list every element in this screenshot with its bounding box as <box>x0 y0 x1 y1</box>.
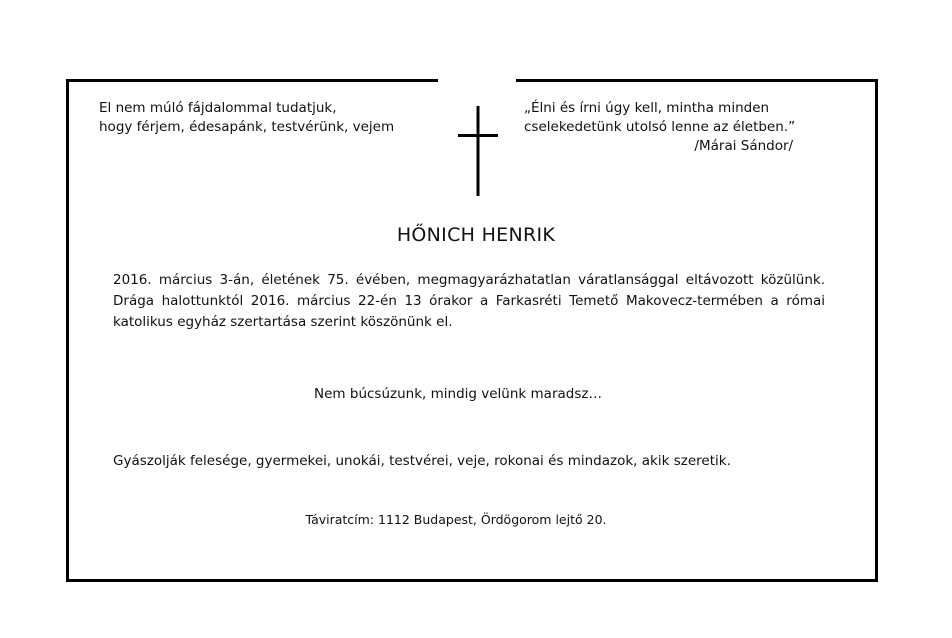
farewell-line: Nem búcsúzunk, mindig velünk maradsz… <box>314 386 602 402</box>
mourners-line: Gyászolják felesége, gyermekei, unokái, testvérei, veje, rokonai és mindazok, akik szeretik. <box>113 453 731 469</box>
telegram-address: Táviratcím: 1112 Budapest, Ördögorom lejtő 20. <box>305 512 607 527</box>
cross-horizontal-bar <box>458 134 498 137</box>
border-top-right <box>516 79 878 82</box>
cross-vertical-bar <box>477 106 480 196</box>
cross-icon <box>458 106 498 196</box>
quote-author: /Márai Sándor/ <box>694 138 794 154</box>
intro-text <box>99 99 394 137</box>
border-bottom <box>66 579 878 582</box>
border-top-left <box>66 79 438 82</box>
announcement-body: 2016. március 3-án, életének 75. évében, megmagyarázhatatlan váratlansággal eltávozott közülünk. Drága halottunktól 2016. március 22-én 13 órakor a Farkasréti Temető Makovecz-termében a római katolikus egyház szertartása szerint köszönünk el. <box>113 272 825 330</box>
border-left <box>66 79 69 582</box>
quote-line: cselekedetünk utolsó lenne az életben.” <box>524 119 796 135</box>
quote-block <box>524 99 795 156</box>
quote-line: „Élni és írni úgy kell, mintha minden <box>524 100 770 116</box>
deceased-name: HŐNICH HENRIK <box>396 224 556 246</box>
intro-line: El nem múló fájdalommal tudatjuk, <box>99 100 337 116</box>
border-right <box>875 79 878 582</box>
intro-line: hogy férjem, édesapánk, testvérünk, vejem <box>99 119 395 135</box>
